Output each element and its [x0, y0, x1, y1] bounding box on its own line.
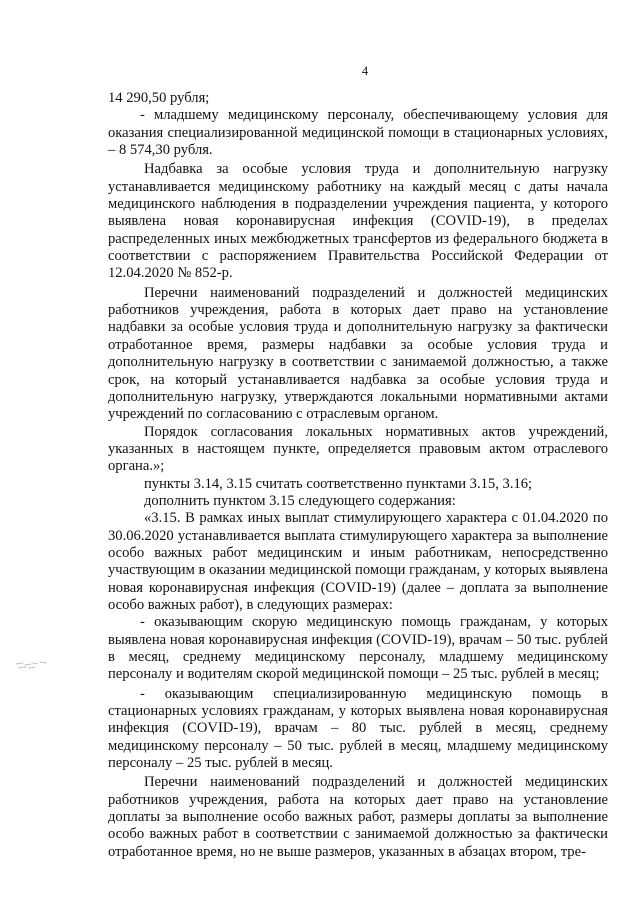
- document-body: [108, 90, 608, 861]
- paragraph-amount-continuation: 14 290,50 рубля;: [108, 90, 210, 106]
- paragraph-junior-staff-payment: - младшему медицинскому персоналу, обеспечивающему условия для оказания специализированной медицинской помощи в стационарных условиях, – 8 574,30 рубля.: [108, 107, 608, 159]
- paragraph-allowance-lists: Перечни наименований подразделений и должностей медицинских работников учреждения, работа в которых дает право на установление надбавки за особые условия труда и дополнительную нагрузку за фактически отработанное время, размеры надбавки за особые условия труда и дополнительную нагрузку в соответствии с занимаемой должностью, а также срок, на который устанавливается надбавка за особые условия труда и дополнительную нагрузку, утверждаются локальными нормативными актами учреждений по согласованию с отраслевым органом.: [108, 284, 608, 423]
- paragraph-payment-lists: Перечни наименований подразделений и должностей медицинских работников учреждения, работа на которых дает право на установление доплаты за выполнение особо важных работ, размеры доплаты за выполнение особо важных работ в соответствии с занимаемой должностью за фактически отработанное время, но не выше размеров, указанных в абзацах втором, тре-: [108, 774, 608, 860]
- page-number: 4: [361, 64, 369, 78]
- paragraph-item-3-15: «3.15. В рамках иных выплат стимулирующего характера с 01.04.2020 по 30.06.2020 устанавливается выплата стимулирующего характера за выполнение особо важных работ медицинским и иным работникам, непосредственно участвующим в оказании медицинской помощи гражданам, у которых выявлена новая коронавирусная инфекция (COVID-19) (далее – доплата за выполнение особо важных работ), в следующих размерах:: [108, 510, 608, 613]
- paragraph-allowance-conditions: Надбавка за особые условия труда и дополнительную нагрузку устанавливается медицинскому работнику на каждый месяц с даты начала медицинского наблюдения в подразделении учреждения пациента, у которого выявлена новая коронавирусная инфекция (COVID-19), в пределах распределенных иных межбюджетных трансфертов из федерального бюджета в соответствии с распоряжением Правительства Российской Федерации от 12.04.2020 № 852-р.: [108, 161, 608, 282]
- margin-scan-mark: [14, 655, 48, 671]
- paragraph-renumber-items: пункты 3.14, 3.15 считать соответственно пунктами 3.15, 3.16;: [144, 475, 533, 492]
- paragraph-add-item: дополнить пунктом 3.15 следующего содержания:: [144, 492, 456, 509]
- paragraph-inpatient-care-payment: - оказывающим специализированную медицинскую помощь в стационарных условиях гражданам, у которых выявлена новая коронавирусная инфекция (COVID-19), врачам – 80 тыс. рублей в месяц, среднему медицинскому персоналу – 50 тыс. рублей в месяц, младшему медицинскому персоналу – 25 тыс. рублей в месяц.: [108, 685, 608, 772]
- paragraph-emergency-care-payment: - оказывающим скорую медицинскую помощь гражданам, у которых выявлена новая коронавирусная инфекция (COVID-19), врачам – 50 тыс. рублей в месяц, среднему медицинскому персоналу, младшему медицинскому персоналу и водителям скорой медицинской помощи – 25 тыс. рублей в месяц;: [108, 614, 608, 683]
- paragraph-approval-procedure: Порядок согласования локальных нормативных актов учреждений, указанных в настоящем пункте, определяется правовым актом отраслевого органа.»;: [108, 423, 608, 475]
